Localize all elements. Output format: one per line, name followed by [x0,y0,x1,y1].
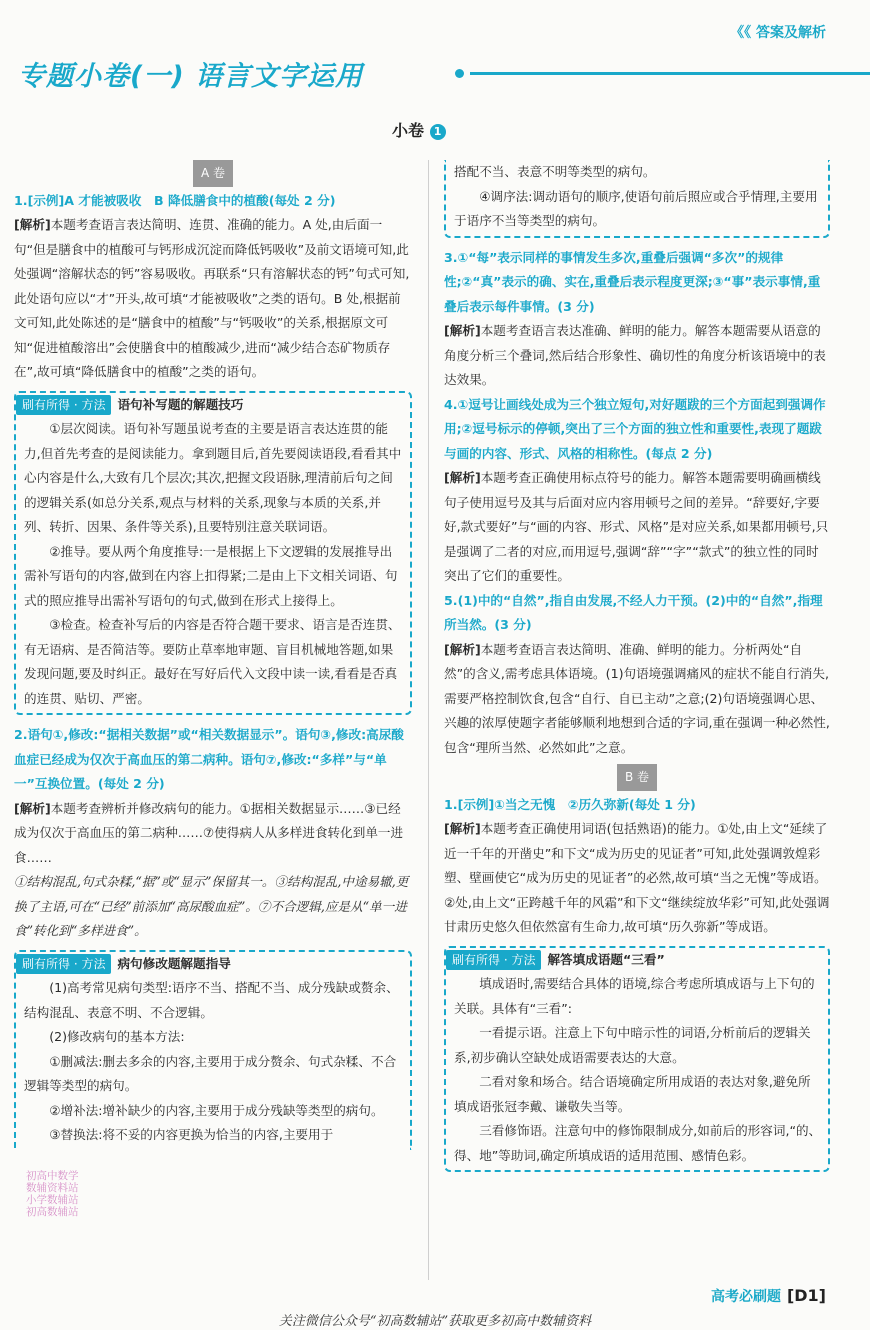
page-title: 专题小卷(一) 语言文字运用 [18,61,364,92]
section-a-tag: A 卷 [193,160,233,187]
b1-analysis: [解析]本题考查正确使用词语(包括熟语)的能力。①处,由上文“延续了近一千年的开凿史”和下文“成为历史的见证者”可知,此处强调敦煌彩塑、壁画使它“成为历史的见证者”的必然,故可填“当之无愧”等成语。②处,由上文“正跨越千年的风霜”和下文“继续绽放华彩”可知,此处强调甘肃历史悠久但依然富有生命力,故可填“历久弥新”等成语。 [444,821,830,934]
footer-brand [711,1286,826,1306]
left-column [14,160,412,1150]
right-column [444,160,830,1172]
method-box-1 [14,391,412,716]
page-number: [D1] [786,1286,826,1305]
column-divider [428,160,429,1280]
method-paragraph: ③替换法:将不妥的内容更换为恰当的内容,主要用于 [49,1127,334,1142]
method-paragraph: 二看对象和场合。结合语境确定所用成语的表达对象,避免所填成语张冠李戴、谦敬失当等。 [454,1074,811,1114]
q1-answer: 1.[示例]A 才能被吸收 B 降低膳食中的植酸(每处 2 分) [14,192,336,208]
q2-analysis: [解析]本题考查辨析并修改病句的能力。①据相关数据显示……③已经成为仅次于高血压的第二病种……⑦使得病人从多样进食转化到单一进食…… [14,800,404,865]
method-pill: 刷有所得 · 方法 [446,950,541,970]
method-paragraph: (1)高考常见病句类型:语序不当、搭配不当、成分残缺或赘余、结构混乱、表意不明、不合逻辑。 [24,980,399,1020]
section-tag: 《《 答案及解析 [730,25,826,41]
q3-answer: 3.①“每”表示同样的事情发生多次,重叠后强调“多次”的规律性;②“真”表示的确、实在,重叠后表示程度更深;③“事”表示事情,重叠后表示每件事情。(3 分) [444,249,821,314]
method-paragraph: (2)修改病句的基本方法: [49,1029,185,1044]
method-paragraph: ②增补法:增补缺少的内容,主要用于成分残缺等类型的病句。 [49,1102,384,1118]
q4-analysis: [解析]本题考查正确使用标点符号的能力。解答本题需要明确画横线句子使用逗号及其与后面对应内容用顿号之间的差异。“辞要好,字要好,款式要好”与“画的内容、形式、风格”是对应关系,如果都用顿号,只是强调了二者的对应,而用逗号,强调“辞”“字”“款式”的独立性的同时突出了它们的重要性。 [444,470,829,583]
footer-brand-text: 高考必刷题 [710,1289,781,1305]
method-title: 语句补写题的解题技巧 [117,396,244,412]
q2-note: ①结构混乱,句式杂糅,“据”或“显示”保留其一。③结构混乱,中途易辙,更换了主语,可在“已经”前添加“高尿酸血症”。⑦不合逻辑,应是从“单一进食”转化到“多样进食”。 [14,874,409,938]
method-paragraph: ②推导。要从两个角度推导:一是根据上下文逻辑的发展推导出需补写语句的内容,做到在内容上扣得紧;二是由上下文相关词语、句式的照应推导出需补写语句的句式,做到在形式上接得上。 [24,543,398,608]
title-dot [455,69,464,78]
method-box-3 [444,946,830,1173]
watermark: 初高中数学 数辅资料站 小学数辅站 初高数辅站 [26,1170,79,1218]
method-title: 解答填成语题“三看” [547,951,665,967]
section-b-tag: B 卷 [617,764,657,791]
title-rule [470,72,870,75]
q3-analysis: [解析]本题考查语言表达准确、鲜明的能力。解答本题需要从语意的角度分析三个叠词,然后结合形象性、确切性的角度分析该语境中的表达效果。 [444,323,826,387]
q1-analysis: [解析]本题考查语言表达简明、连贯、准确的能力。A 处,由后面一句“但是膳食中的植酸可与钙形成沉淀而降低钙吸收”及前文语境可知,此处强调“溶解状态的钙”容易吸收。再联系“只有溶解状态的钙”句式可知,此处语句应以“才”开头,故可填“才能被吸收”之类的语句。B 处,根据前文可知,此处陈述的是“膳食中的植酸”与“钙吸收”的关系,根据原文可知“促进植酸溶出”会使膳食中的植酸减少,进而“减少结合态矿物质存在”,故可填“降低膳食中的植酸”之类的语句。 [14,217,410,379]
q5-analysis: [解析]本题考查语言表达简明、准确、鲜明的能力。分析两处“自然”的含义,需考虑具体语境。(1)句语境强调痛风的症状不能自行消失,需要严格控制饮食,包含“自行、自已主动”之意;(2)句语境强调心思、兴趣的浓厚使题字者能够顺利地想到合适的字词,重在强调一种必然性,包含“理所当然、必然如此”之意。 [444,641,830,755]
b1-answer: 1.[示例]①当之无愧 ②历久弥新(每处 1 分) [444,796,696,812]
method-paragraph: ①层次阅读。语句补写题虽说考查的主要是语言表达连贯的能力,但首先考查的是阅读能力。拿到题目后,首先要阅读语段,看看其中心内容是什么,大致有几个层次;其次,把握文段语脉,理清前后句之间的逻辑关系(如总分关系,观点与材料的关系,现象与本质的关系,并列、转折、因果、条件等关系),且要特别注意关联词语。 [24,421,402,534]
q2-answer: 2.语句①,修改:“据相关数据”或“相关数据显示”。语句③,修改:高尿酸血症已经成为仅次于高血压的第二病种。语句⑦,修改:“多样”与“单一”互换位置。(每处 2 分) [14,727,404,791]
method-paragraph: 搭配不当、表意不明等类型的病句。 [454,164,656,179]
q5-answer: 5.(1)中的“自然”,指自由发展,不经人力干预。(2)中的“自然”,指理所当然。(3 分) [444,592,823,632]
method-paragraph: ④调序法:调动语句的顺序,使语句前后照应或合乎情理,主要用于语序不当等类型的病句。 [454,188,818,228]
method-paragraph: 三看修饰语。注意句中的修饰限制成分,如前后的形容词,“的、得、地”等助词,确定所填成语的适用范围、感情色彩。 [454,1123,822,1163]
footer-notice: 关注微信公众号“初高数辅站”获取更多初高中数辅资料 [278,1314,592,1329]
method-pill: 刷有所得 · 方法 [16,954,111,974]
subtitle-number: 1 [430,124,446,140]
method-pill: 刷有所得 · 方法 [16,395,111,415]
method-title: 病句修改题解题指导 [117,955,231,971]
subtitle-text: 小卷 [392,121,425,140]
method-paragraph: ①删减法:删去多余的内容,主要用于成分赘余、句式杂糅、不合逻辑等类型的病句。 [24,1053,397,1093]
method-paragraph: ③检查。检查补写后的内容是否符合题干要求、语言是否连贯、有无语病、是否简洁等。要防止草率地审题、盲目机械地答题,如果发现问题,要及时纠正。最好在写好后代入文段中读一读,看看是否真的连贯、贴切、严密。 [24,617,401,706]
method-box-2-continued [444,160,830,238]
subtitle [392,118,446,141]
method-paragraph: 填成语时,需要结合具体的语境,综合考虑所填成语与上下句的关联。具体有“三看”: [454,976,815,1016]
q4-answer: 4.①逗号让画线处成为三个独立短句,对好题跋的三个方面起到强调作用;②逗号标示的停顿,突出了三个方面的独立性和重要性,表现了题跋与画的内容、形式、风格的相称性。(每点 2 分) [444,396,826,461]
method-box-2 [14,950,412,1150]
method-paragraph: 一看提示语。注意上下句中暗示性的词语,分析前后的逻辑关系,初步确认空缺处成语需要表达的大意。 [454,1025,811,1065]
